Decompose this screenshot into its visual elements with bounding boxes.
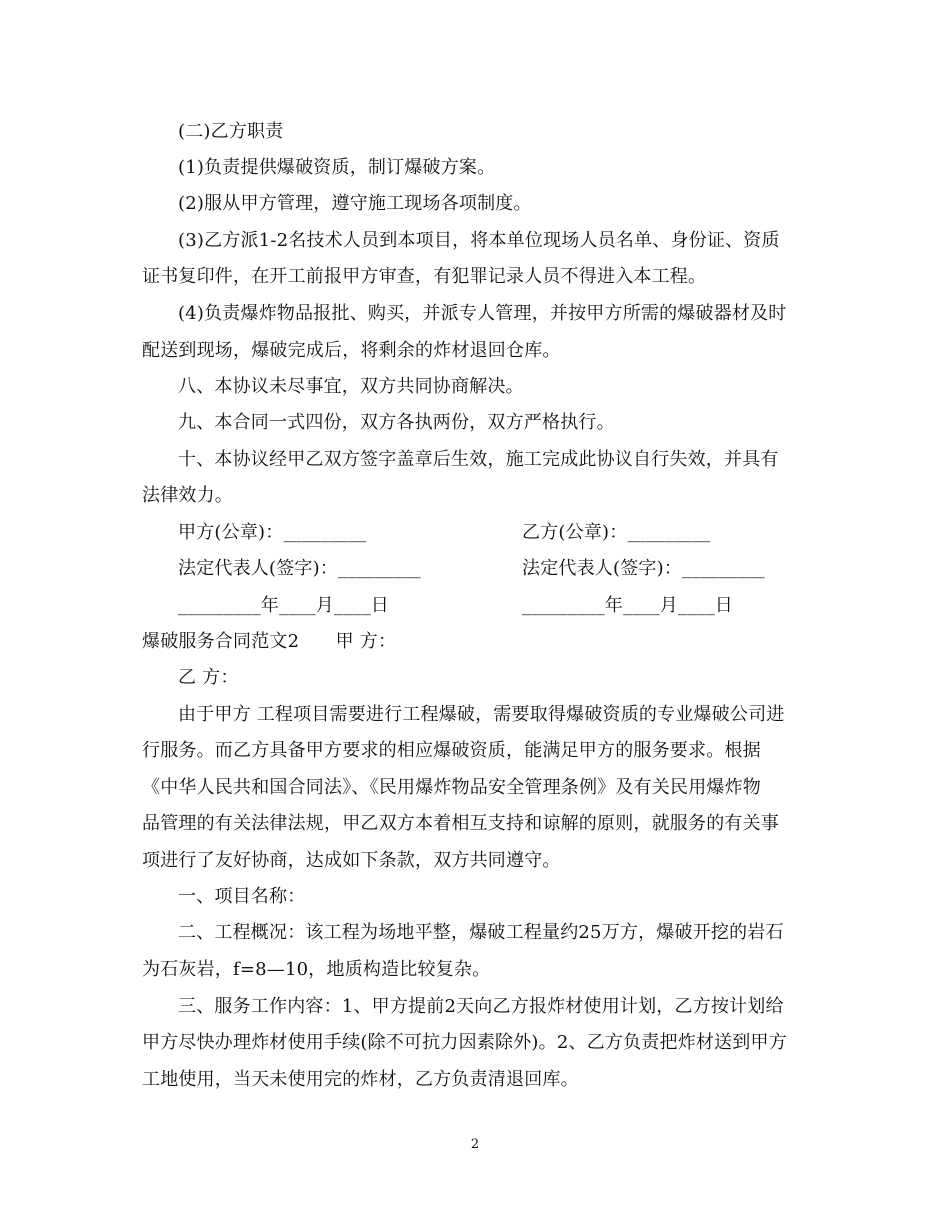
section-project-name: 一、项目名称：	[178, 886, 306, 907]
section-service-content-line-2: 甲方尽快办理炸材使用手续(除不可抗力因素除外)。2、乙方负责把炸材送到甲方	[142, 1032, 787, 1053]
clause-9: 九、本合同一式四份，双方各执两份，双方严格执行。	[178, 412, 615, 433]
contract-sample-2-title: 爆破服务合同范文2 甲 方：	[142, 631, 397, 652]
section-project-overview-line-1: 二、工程概况：该工程为场地平整，爆破工程量约25万方，爆破开挖的岩石	[178, 922, 784, 943]
section-service-content-line-1: 三、服务工作内容：1、甲方提前2天向乙方报炸材使用计划，乙方按计划给	[178, 996, 784, 1017]
preamble-line-3: 《中华人民共和国合同法》、《民用爆炸物品安全管理条例》及有关民用爆炸物	[142, 777, 761, 798]
section-heading-party-b-duties: (二)乙方职责	[178, 121, 284, 142]
page-number: 2	[470, 1137, 480, 1152]
duty-item-2: (2)服从甲方管理，遵守施工现场各项制度。	[178, 193, 532, 214]
preamble-line-5: 项进行了友好协商，达成如下条款，双方共同遵守。	[142, 850, 561, 871]
party-a-representative-field: 法定代表人(签字)：_________	[178, 558, 421, 579]
party-a-date-field: _________年____月____日	[178, 595, 389, 616]
duty-item-4-line-1: (4)负责爆炸物品报批、购买，并派专人管理，并按甲方所需的爆破器材及时	[178, 303, 787, 324]
clause-10-line-1: 十、本协议经甲乙双方签字盖章后生效，施工完成此协议自行失效，并具有	[178, 449, 779, 470]
party-b-representative-field: 法定代表人(签字)：_________	[522, 558, 765, 579]
duty-item-3-line-1: (3)乙方派1-2名技术人员到本项目，将本单位现场人员名单、身份证、资质	[178, 230, 780, 251]
party-b-label: 乙 方：	[178, 667, 239, 688]
duty-item-1: (1)负责提供爆破资质，制订爆破方案。	[178, 157, 496, 178]
preamble-line-4: 品管理的有关法律法规，甲乙双方本着相互支持和谅解的原则，就服务的有关事	[142, 813, 779, 834]
preamble-line-1: 由于甲方 工程项目需要进行工程爆破，需要取得爆破资质的专业爆破公司进	[178, 704, 785, 725]
duty-item-3-line-2: 证书复印件，在开工前报甲方审查，有犯罪记录人员不得进入本工程。	[142, 266, 707, 287]
party-a-seal-field: 甲方(公章)：_________	[178, 522, 367, 543]
clause-8: 八、本协议未尽事宜，双方共同协商解决。	[178, 376, 524, 397]
party-b-date-field: _________年____月____日	[522, 595, 733, 616]
section-project-overview-line-2: 为石灰岩，f=8—10，地质构造比较复杂。	[142, 959, 491, 980]
section-service-content-line-3: 工地使用，当天未使用完的炸材，乙方负责清退回库。	[142, 1069, 579, 1090]
preamble-line-2: 行服务。而乙方具备甲方要求的相应爆破资质，能满足甲方的服务要求。根据	[142, 740, 761, 761]
clause-10-line-2: 法律效力。	[142, 485, 233, 506]
duty-item-4-line-2: 配送到现场，爆破完成后，将剩余的炸材退回仓库。	[142, 340, 561, 361]
party-b-seal-field: 乙方(公章)：_________	[522, 522, 711, 543]
